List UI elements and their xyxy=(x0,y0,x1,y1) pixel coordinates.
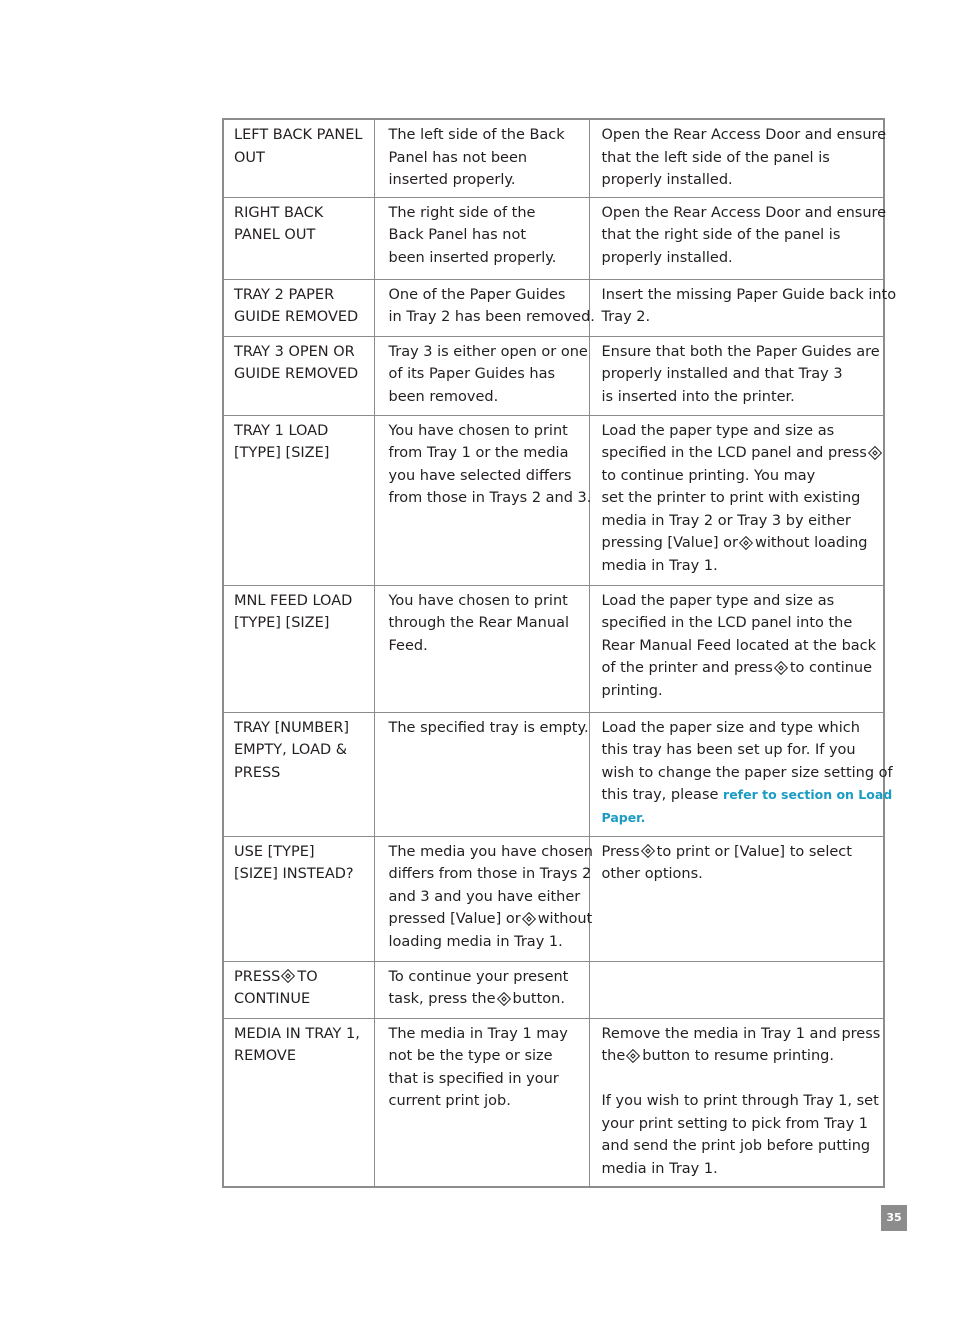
table-row xyxy=(223,712,884,836)
action-cell xyxy=(589,585,884,712)
cause-text: through the Rear Manual xyxy=(388,615,569,632)
table-row xyxy=(223,336,884,415)
load-paper-link[interactable]: Paper. xyxy=(601,809,646,825)
cause-text: been removed. xyxy=(388,388,499,405)
message-text: GUIDE REMOVED xyxy=(234,366,359,383)
table-row xyxy=(223,415,884,585)
cause-cell xyxy=(374,279,595,336)
action-text: Tray 2. xyxy=(601,309,651,326)
table-row xyxy=(223,961,884,1018)
cause-text: Panel has not been xyxy=(388,149,528,166)
cause-text: The specified tray is empty. xyxy=(388,719,589,736)
page-number-badge: 35 xyxy=(881,1205,907,1231)
message-text: TO xyxy=(297,968,318,985)
message-text: [TYPE] [SIZE] xyxy=(234,445,330,462)
action-text: Open the Rear Access Door and ensure xyxy=(601,204,887,221)
cause-text: loading media in Tray 1. xyxy=(388,933,563,950)
action-cell xyxy=(589,961,884,1018)
cause-text: differs from those in Trays 2 xyxy=(388,866,592,883)
message-text: REMOVE xyxy=(234,1048,296,1065)
action-text: this tray, please xyxy=(601,787,719,804)
table-row xyxy=(223,836,884,961)
action-text: the xyxy=(601,1048,626,1065)
table-row xyxy=(223,279,884,336)
message-text: PRESS xyxy=(234,764,281,781)
action-text: Load the paper size and type which xyxy=(601,719,860,736)
cause-cell xyxy=(374,836,593,961)
action-text: without loading xyxy=(754,535,868,552)
action-text: this tray has been set up for. If you xyxy=(601,742,856,759)
message-text: GUIDE REMOVED xyxy=(234,309,359,326)
action-text: to continue xyxy=(789,660,873,677)
message-text: TRAY [NUMBER] xyxy=(234,719,350,736)
action-text: Insert the missing Paper Guide back into xyxy=(601,286,897,303)
cause-text: from Tray 1 or the media xyxy=(388,445,569,462)
start-button-icon xyxy=(739,536,753,550)
action-text: Ensure that both the Paper Guides are xyxy=(601,343,880,360)
message-text: EMPTY, LOAD & xyxy=(234,742,348,759)
cause-text: from those in Trays 2 and 3. xyxy=(388,490,592,507)
cause-text: that is specified in your xyxy=(388,1070,559,1087)
cause-text: The media you have chosen xyxy=(388,843,593,860)
message-text: TRAY 1 LOAD xyxy=(234,422,329,439)
cause-text: Back Panel has not xyxy=(388,227,527,244)
table-row xyxy=(223,197,884,279)
start-button-icon xyxy=(641,844,655,858)
message-text: TRAY 2 PAPER xyxy=(234,286,335,303)
message-text: USE [TYPE] xyxy=(234,843,315,860)
message-cell xyxy=(223,1018,374,1187)
message-cell xyxy=(223,279,374,336)
message-text: PANEL OUT xyxy=(234,227,316,244)
message-cell xyxy=(223,585,374,712)
message-cell xyxy=(223,712,374,836)
cause-text: not be the type or size xyxy=(388,1048,553,1065)
cause-cell xyxy=(374,336,589,415)
start-button-icon xyxy=(496,992,510,1006)
action-text: set the printer to print with existing xyxy=(601,490,861,507)
action-text: printing. xyxy=(601,682,663,699)
start-button-icon xyxy=(522,912,536,926)
action-cell xyxy=(589,197,887,279)
action-text: that the left side of the panel is xyxy=(601,149,830,166)
action-cell xyxy=(589,279,897,336)
cause-cell xyxy=(374,961,589,1018)
action-text: media in Tray 1. xyxy=(601,558,718,575)
cause-text: without xyxy=(537,911,593,928)
message-text: OUT xyxy=(234,149,265,166)
action-text: specified in the LCD panel into the xyxy=(601,615,853,632)
cause-text: You have chosen to print xyxy=(388,592,568,609)
action-text: is inserted into the printer. xyxy=(601,388,795,405)
cause-cell xyxy=(374,712,589,836)
action-text: properly installed. xyxy=(601,249,733,266)
action-cell xyxy=(589,336,884,415)
message-cell xyxy=(223,119,374,197)
message-text: CONTINUE xyxy=(234,991,311,1008)
action-text: to continue printing. You may xyxy=(601,467,816,484)
action-text: Press xyxy=(601,843,640,860)
start-button-icon xyxy=(868,446,882,460)
cause-cell xyxy=(374,585,589,712)
action-text: Open the Rear Access Door and ensure xyxy=(601,127,887,143)
action-text: of the printer and press xyxy=(601,660,773,677)
message-text: [TYPE] [SIZE] xyxy=(234,615,330,632)
table-row xyxy=(223,119,884,197)
action-text: pressing [Value] or xyxy=(601,535,738,552)
cause-text: and 3 and you have either xyxy=(388,888,581,905)
message-text: RIGHT BACK xyxy=(234,204,324,221)
action-text: media in Tray 2 or Tray 3 by either xyxy=(601,512,851,529)
action-cell xyxy=(589,712,893,836)
action-cell xyxy=(589,119,887,197)
action-text: and send the print job before putting xyxy=(601,1138,871,1155)
cause-text: The right side of the xyxy=(388,204,536,221)
message-text: PRESS xyxy=(234,968,281,985)
cause-text: inserted properly. xyxy=(388,172,516,189)
cause-text: been inserted properly. xyxy=(388,249,557,266)
cause-text: in Tray 2 has been removed. xyxy=(388,309,595,326)
action-text: button to resume printing. xyxy=(642,1048,834,1065)
action-text: Load the paper type and size as xyxy=(601,422,835,439)
start-button-icon xyxy=(281,969,295,983)
cause-text: current print job. xyxy=(388,1093,511,1110)
cause-text: Tray 3 is either open or one xyxy=(388,343,588,360)
cause-cell xyxy=(374,1018,589,1187)
action-text: properly installed. xyxy=(601,172,733,189)
cause-text: The media in Tray 1 may xyxy=(388,1025,568,1042)
cause-text: task, press the xyxy=(388,991,496,1008)
message-text: [SIZE] INSTEAD? xyxy=(234,866,354,883)
action-text: media in Tray 1. xyxy=(601,1161,718,1178)
paragraph-gap xyxy=(602,1068,884,1091)
cause-text: Feed. xyxy=(388,637,428,654)
message-cell xyxy=(223,961,374,1018)
cause-text: To continue your present xyxy=(388,968,569,985)
cause-text: You have chosen to print xyxy=(388,422,568,439)
action-text: that the right side of the panel is xyxy=(601,227,841,244)
action-cell xyxy=(589,836,884,961)
action-text: Remove the media in Tray 1 and press xyxy=(601,1025,881,1042)
action-text: properly installed and that Tray 3 xyxy=(601,366,843,383)
table-row xyxy=(223,1018,884,1187)
action-text: your print setting to pick from Tray 1 xyxy=(601,1115,868,1132)
action-text: Load the paper type and size as xyxy=(601,592,835,609)
action-text: Rear Manual Feed located at the back xyxy=(601,637,877,654)
message-text: MEDIA IN TRAY 1, xyxy=(234,1025,360,1042)
start-button-icon xyxy=(626,1049,640,1063)
action-cell xyxy=(589,1018,884,1187)
action-cell xyxy=(589,415,884,585)
action-text: other options. xyxy=(601,866,703,883)
start-button-icon xyxy=(774,661,788,675)
action-text: specified in the LCD panel and press xyxy=(601,445,867,462)
table-row xyxy=(223,585,884,712)
message-cell xyxy=(223,197,374,279)
load-paper-link[interactable]: refer to section on Load xyxy=(723,787,893,803)
cause-text: The left side of the Back xyxy=(388,127,565,143)
action-text: wish to change the paper size setting of xyxy=(601,764,893,781)
action-text: to print or [Value] to select xyxy=(656,843,852,860)
cause-text: pressed [Value] or xyxy=(388,911,521,928)
cause-cell xyxy=(374,415,592,585)
message-text: LEFT BACK PANEL xyxy=(234,127,363,143)
error-message-table xyxy=(222,118,897,1188)
message-cell xyxy=(223,415,374,585)
cause-text: of its Paper Guides has xyxy=(388,366,556,383)
cause-text: One of the Paper Guides xyxy=(388,286,566,303)
cause-cell xyxy=(374,119,589,197)
message-text: TRAY 3 OPEN OR xyxy=(234,343,355,360)
message-text: MNL FEED LOAD xyxy=(234,592,353,609)
message-cell xyxy=(223,336,374,415)
cause-cell xyxy=(374,197,589,279)
message-cell xyxy=(223,836,374,961)
action-text: If you wish to print through Tray 1, set xyxy=(601,1093,879,1110)
cause-text: you have selected differs xyxy=(388,467,572,484)
cause-text: button. xyxy=(512,991,565,1008)
